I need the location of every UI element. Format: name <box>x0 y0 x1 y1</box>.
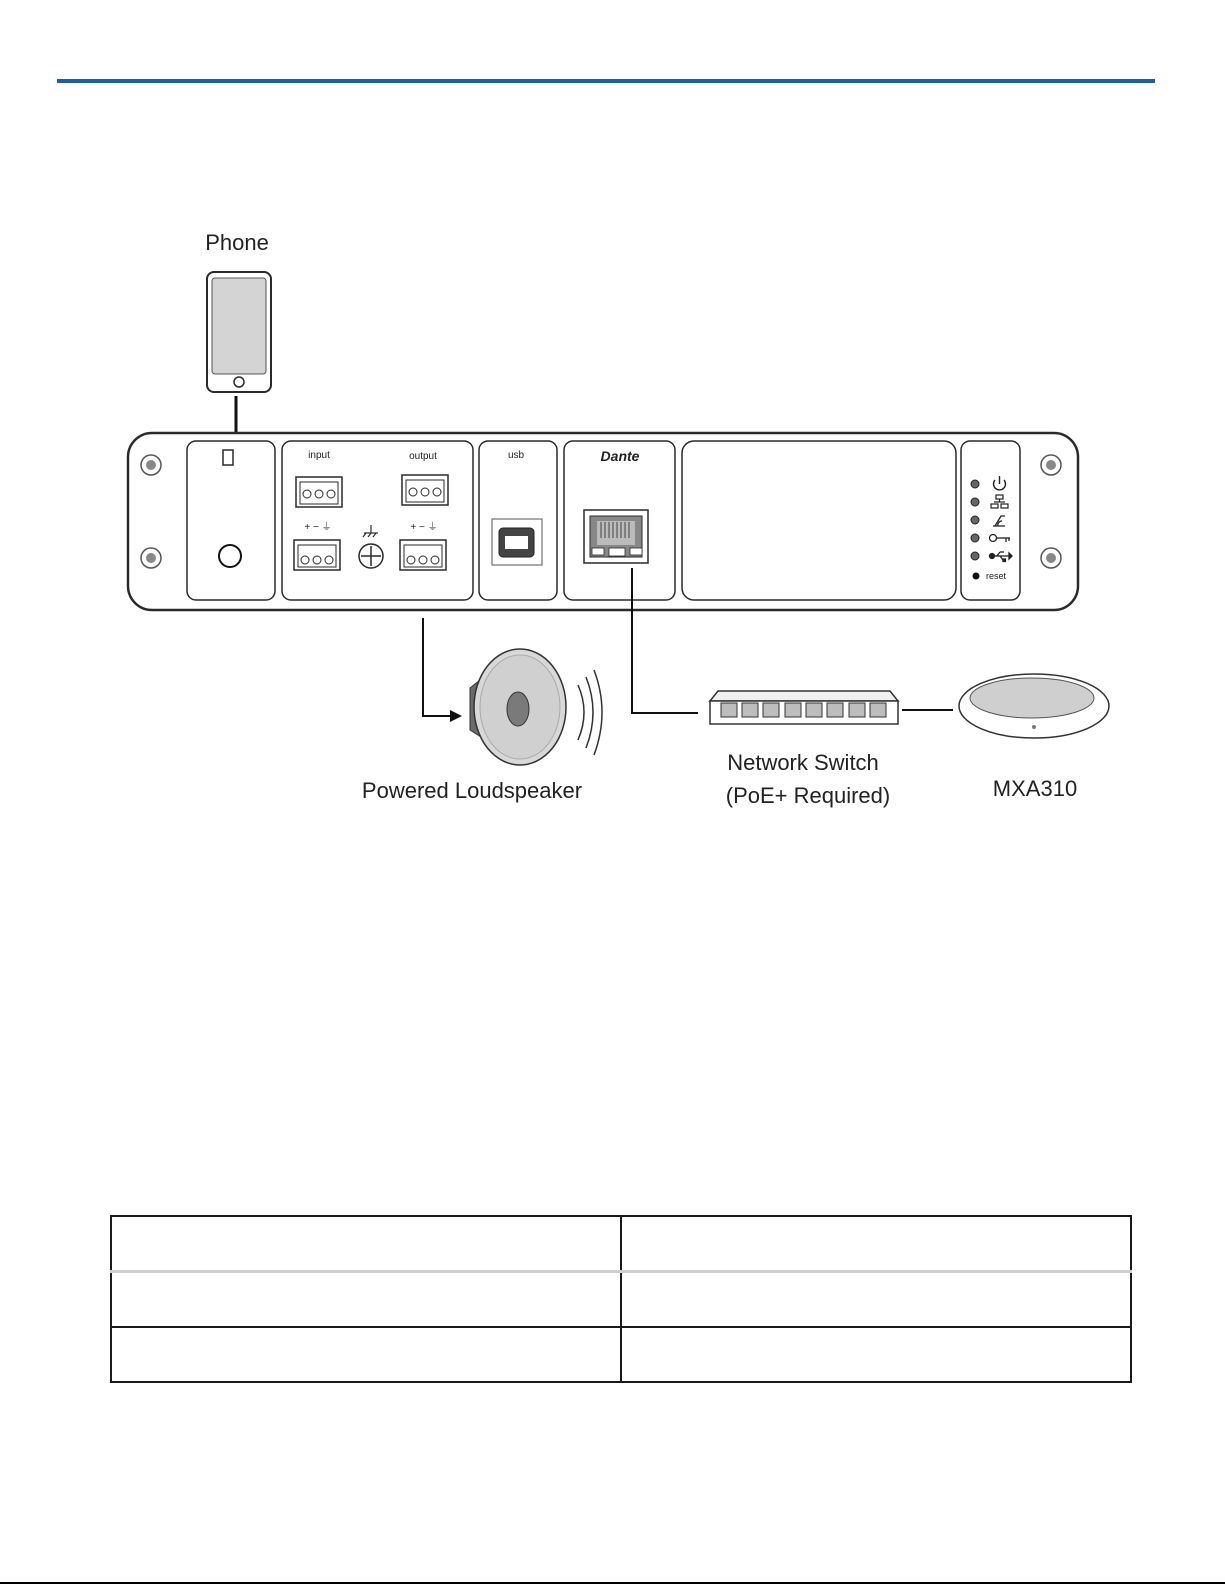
phone-device <box>207 272 271 392</box>
table-cell <box>621 1327 1131 1382</box>
usb-label: usb <box>507 450 525 461</box>
dante-logo: Dante <box>600 448 640 464</box>
usb-port <box>492 519 542 565</box>
terminal-block-output-bottom <box>400 540 446 570</box>
terminal-block-output-top <box>402 475 448 505</box>
table-cell <box>111 1216 621 1272</box>
input-pin-labels: + − ⏚ <box>304 522 332 533</box>
network-switch-icon <box>710 691 898 724</box>
terminal-block-input-top <box>296 477 342 507</box>
output-pin-labels: + − ⏚ <box>410 522 438 533</box>
loudspeaker-cable <box>423 618 462 722</box>
output-label: output <box>409 451 437 462</box>
table-cell <box>621 1272 1131 1328</box>
switch-label-line1: Network Switch <box>727 750 879 775</box>
table-row <box>111 1272 1131 1328</box>
table-row <box>111 1327 1131 1382</box>
table-cell <box>111 1272 621 1328</box>
microphone-icon <box>959 674 1109 738</box>
table-cell <box>621 1216 1131 1272</box>
input-label: input <box>308 450 330 461</box>
audio-jack <box>219 545 241 567</box>
footer-rule <box>0 1582 1225 1584</box>
terminal-block-input-bottom <box>294 540 340 570</box>
screw-icon <box>1041 548 1061 568</box>
screw-icon <box>141 455 161 475</box>
screw-icon <box>1041 455 1061 475</box>
switch-label-line2: (PoE+ Required) <box>725 783 891 808</box>
table-row <box>111 1216 1131 1272</box>
loudspeaker-icon <box>470 649 602 765</box>
phone-label: Phone <box>205 230 269 255</box>
reset-label: reset <box>986 571 1007 581</box>
rear-panel <box>128 433 1078 610</box>
table-cell <box>111 1327 621 1382</box>
empty-table <box>110 1215 1132 1383</box>
screw-icon <box>141 548 161 568</box>
ethernet-port <box>584 510 648 563</box>
loudspeaker-label: Powered Loudspeaker <box>361 778 583 803</box>
ground-screw-icon <box>359 544 383 568</box>
mic-label: MXA310 <box>992 776 1078 801</box>
